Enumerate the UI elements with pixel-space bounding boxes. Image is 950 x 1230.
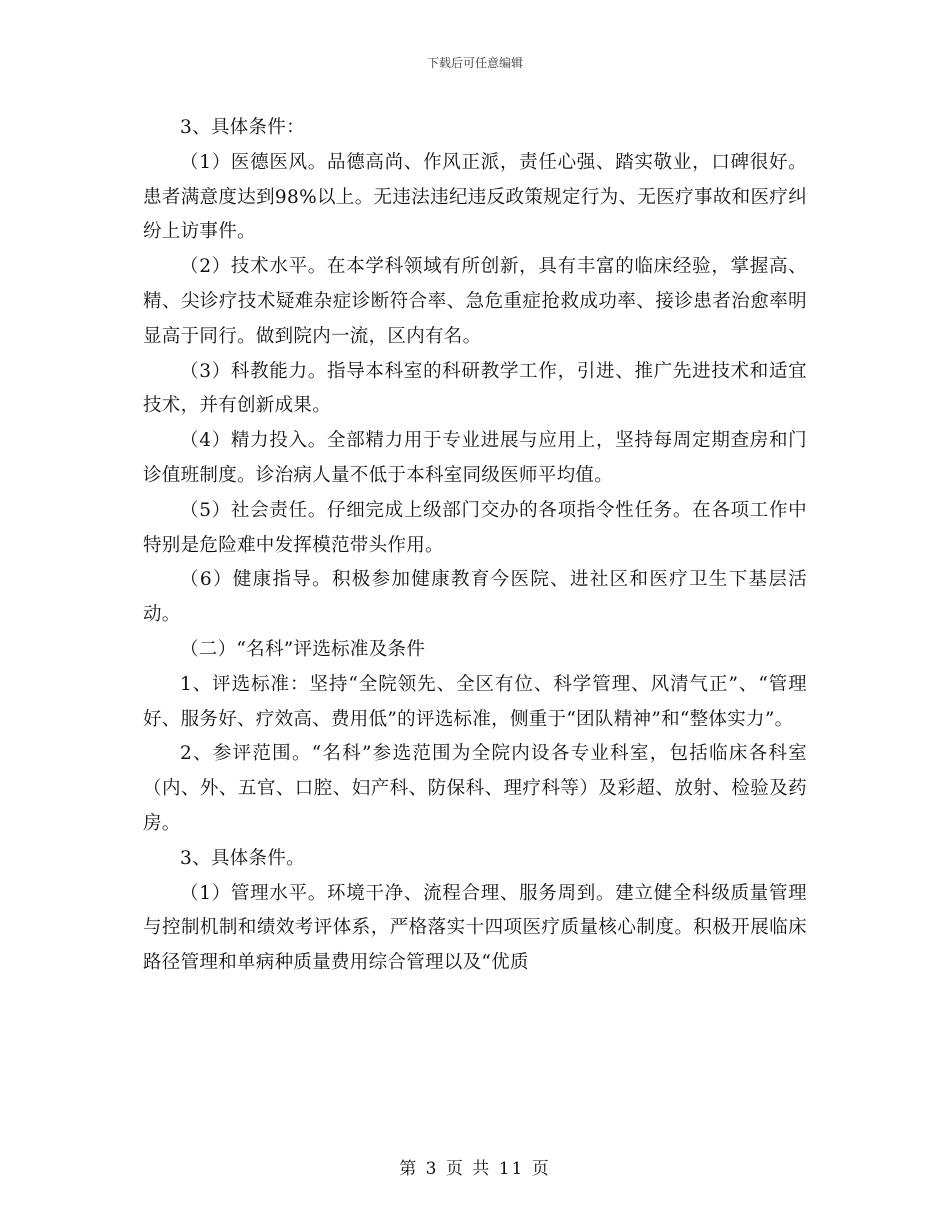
paragraph-health-guidance: （6）健康指导。积极参加健康教育今医院、进社区和医疗卫生下基层活动。 [143, 569, 807, 626]
paragraph-research-teaching: （3）科教能力。指导本科室的科研教学工作，引进、推广先进技术和适宜技术，并有创新成果。 [143, 360, 807, 417]
paragraph-selection-standard: 1、评选标准：坚持“全院领先、全区有位、科学管理、风清气正”、“管理好、服务好、疗效高、费用低”的评选标准，侧重于“团队精神”和“整体实力”。 [143, 673, 807, 730]
paragraph-social-responsibility: （5）社会责任。仔细完成上级部门交办的各项指令性任务。在各项工作中特别是危险难中发挥模范带头作用。 [143, 499, 807, 556]
paragraph-technical-level: （2）技术水平。在本学科领域有所创新，具有丰富的临床经验，掌握高、精、尖诊疗技术疑难杂症诊断符合率、急危重症抢救成功率、接诊患者治愈率明显高于同行。做到院内一流，区内有名。 [143, 256, 807, 347]
total-page-count: 11 [498, 1159, 525, 1179]
page-footer [0, 1154, 950, 1179]
footer-suffix: 页 [531, 1159, 551, 1179]
header-note: 下载后可任意编辑 [426, 56, 523, 70]
footer-middle: 页 共 [445, 1159, 492, 1179]
paragraph-conditions-heading: 3、具体条件： [180, 117, 305, 138]
current-page-number: 3 [425, 1159, 439, 1179]
document-body [143, 111, 807, 981]
paragraph-participation-scope: 2、参评范围。“名科”参选范围为全院内设各专业科室，包括临床各科室（内、外、五官、口腔、妇产科、防保科、理疗科等）及彩超、放射、检验及药房。 [143, 743, 807, 834]
paragraph-energy-input: （4）精力投入。全部精力用于专业进展与应用上，坚持每周定期查房和门诊值班制度。诊治病人量不低于本科室同级医师平均值。 [143, 430, 807, 486]
section-heading-famous-department: （二）“名科”评选标准及条件 [180, 638, 426, 660]
paragraph-specific-conditions: 3、具体条件。 [180, 847, 305, 869]
footer-prefix: 第 [399, 1159, 419, 1179]
paragraph-medical-ethics: （1）医德医风。品德高尚、作风正派，责任心强、踏实敬业，口碑很好。患者满意度达到98%以上。无违法违纪违反政策规定行为、无医疗事故和医疗纠纷上访事件。 [143, 151, 807, 243]
paragraph-management-level: （1）管理水平。环境干净、流程合理、服务周到。建立健全科级质量管理与控制机制和绩效考评体系，严格落实十四项医疗质量核心制度。积极开展临床路径管理和单病种质量费用综合管理以及“优质 [143, 882, 807, 974]
